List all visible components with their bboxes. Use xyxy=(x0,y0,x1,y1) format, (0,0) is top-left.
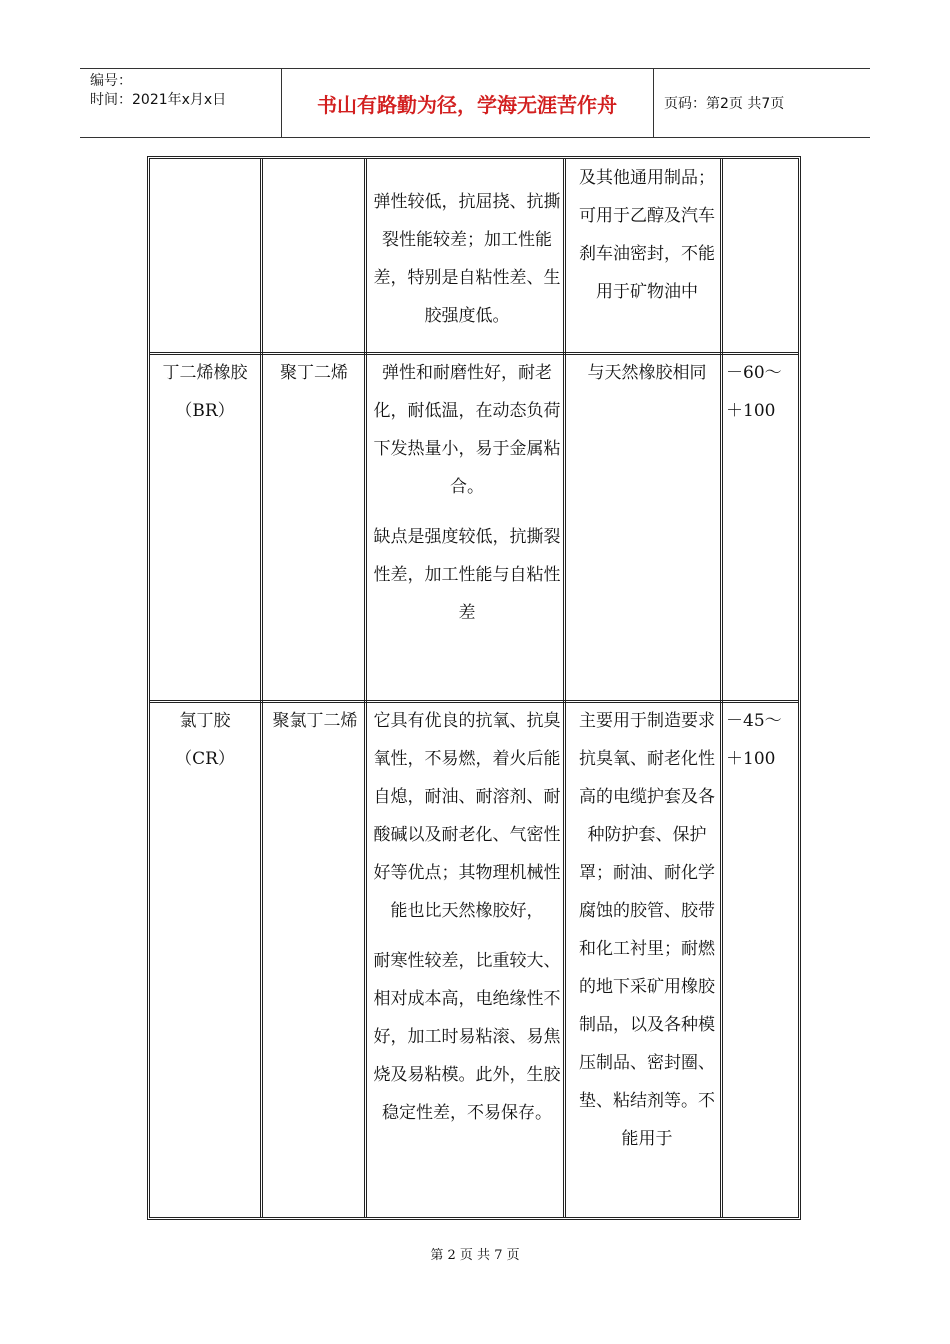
page-header xyxy=(80,68,870,138)
table-cell-uses xyxy=(572,702,722,1158)
header-motto: 书山有路勤为径，学海无涯苦作舟 xyxy=(317,92,617,117)
table-column-divider xyxy=(260,159,263,1217)
table-cell-composition xyxy=(266,354,362,392)
properties-text: 缺点是强度较低，抗撕裂性差，加工性能与自粘性差 xyxy=(373,527,561,623)
rubber-name: 丁二烯橡胶 xyxy=(162,363,248,383)
document-number-label: 编号： xyxy=(90,73,132,89)
table-cell-name xyxy=(150,354,260,430)
table-cell-name xyxy=(150,702,260,778)
rubber-code: （BR） xyxy=(175,401,235,421)
header-page-info: 页码：第2页 共7页 xyxy=(664,96,785,112)
temperature-text: －60～＋100 xyxy=(726,363,782,421)
composition-text: 聚氯丁二烯 xyxy=(272,711,358,731)
header-divider xyxy=(653,69,654,137)
table-column-divider xyxy=(364,159,367,1217)
table-cell-properties xyxy=(370,702,564,1132)
uses-text: 及其他通用制品；可用于乙醇及汽车刹车油密封，不能用于矿物油中 xyxy=(579,168,715,302)
table-cell-temperature xyxy=(726,702,790,778)
table-cell-uses xyxy=(572,354,722,392)
table-cell-temperature xyxy=(726,354,790,430)
table-cell-composition xyxy=(266,702,364,740)
rubber-code: （CR） xyxy=(175,749,235,769)
page-footer: 第 2 页 共 7 页 xyxy=(430,1248,520,1263)
properties-text: 弹性较低，抗屈挠、抗撕裂性能较差；加工性能差，特别是自粘性差、生胶强度低。 xyxy=(373,192,561,326)
document-time-label: 时间：2021年x月x日 xyxy=(90,92,227,108)
uses-text: 与天然橡胶相同 xyxy=(587,363,707,383)
temperature-text: －45～＋100 xyxy=(726,711,782,769)
header-meta xyxy=(80,69,280,140)
properties-text: 弹性和耐磨性好，耐老化，耐低温，在动态负荷下发热量小，易于金属粘合。 xyxy=(373,363,561,497)
uses-text: 主要用于制造要求抗臭氧、耐老化性高的电缆护套及各种防护套、保护罩；耐油、耐化学腐蚀的胶管、胶带和化工衬里；耐燃的地下采矿用橡胶制品，以及各种模压制品、密封圈、垫、粘结剂等。不能用于 xyxy=(579,711,715,1149)
table-cell-properties xyxy=(370,354,564,632)
rubber-name: 氯丁胶 xyxy=(179,711,231,731)
table-cell-uses xyxy=(572,159,722,311)
composition-text: 聚丁二烯 xyxy=(280,363,348,383)
table-cell-properties xyxy=(370,183,564,335)
properties-text: 它具有优良的抗氧、抗臭氧性，不易燃，着火后能自熄，耐油、耐溶剂、耐酸碱以及耐老化、气密性好等优点；其物理机械性能也比天然橡胶好， xyxy=(373,711,561,921)
rubber-properties-table xyxy=(147,156,801,1220)
properties-text: 耐寒性较差，比重较大、相对成本高，电绝缘性不好，加工时易粘滚、易焦烧及易粘模。此外，生胶稳定性差，不易保存。 xyxy=(373,951,561,1123)
